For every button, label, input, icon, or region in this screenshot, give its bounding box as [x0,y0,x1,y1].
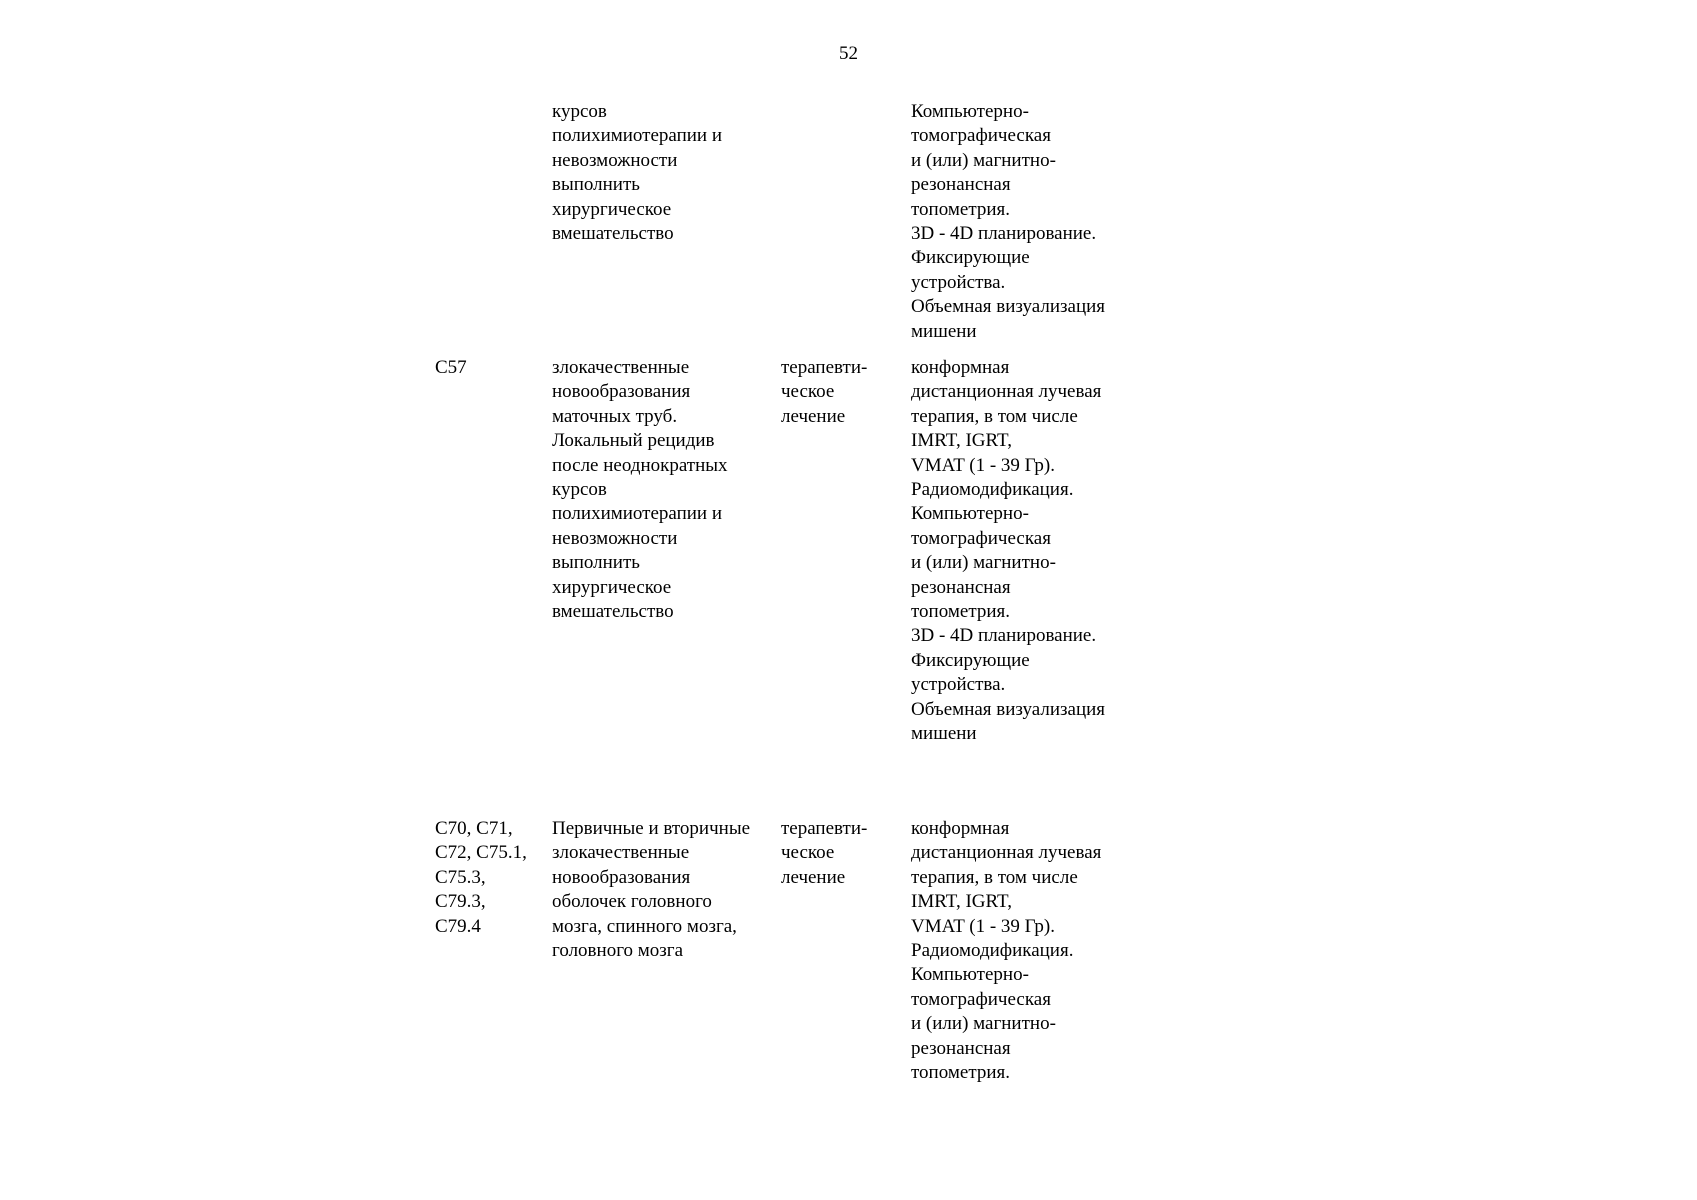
treatment-method-cell: конформная дистанционная лучевая терапия, в том числе IMRT, IGRT, VMAT (1 - 39 Гр). Радиомодификация. Компьютерно- томографическая и (или) магнитно- резонансная топометрия. [911,818,1102,1084]
treatment-method-cell: конформная дистанционная лучевая терапия, в том числе IMRT, IGRT, VMAT (1 - 39 Гр). Радиомодификация. Компьютерно- томографическая и (или) магнитно- резонансная топометрия. 3D - 4D планирование. Фиксирующие устройства. Объемная визуализация мишени [911,357,1106,745]
treatment-type-cell: терапевти- ческое лечение [781,357,868,427]
icd-code-cell: C57 [435,357,467,378]
page-number: 52 [839,43,858,64]
diagnosis-cell: Первичные и вторичные злокачественные новообразования оболочек головного мозга, спинного мозга, головного мозга [552,818,751,962]
icd-code-cell: C70, C71, C72, C75.1, C75.3, C79.3, C79.4 [435,818,527,937]
diagnosis-cell: курсов полихимиотерапии и невозможности выполнить хирургическое вмешательство [552,101,723,245]
diagnosis-cell: злокачественные новообразования маточных труб. Локальный рецидив после неоднократных курсов полихимиотерапии и невозможности выполнить хирургическое вмешательство [552,357,728,623]
treatment-method-cell: Компьютерно- томографическая и (или) магнитно- резонансная топометрия. 3D - 4D планирование. Фиксирующие устройства. Объемная визуализация мишени [911,101,1106,342]
treatment-type-cell: терапевти- ческое лечение [781,818,868,888]
